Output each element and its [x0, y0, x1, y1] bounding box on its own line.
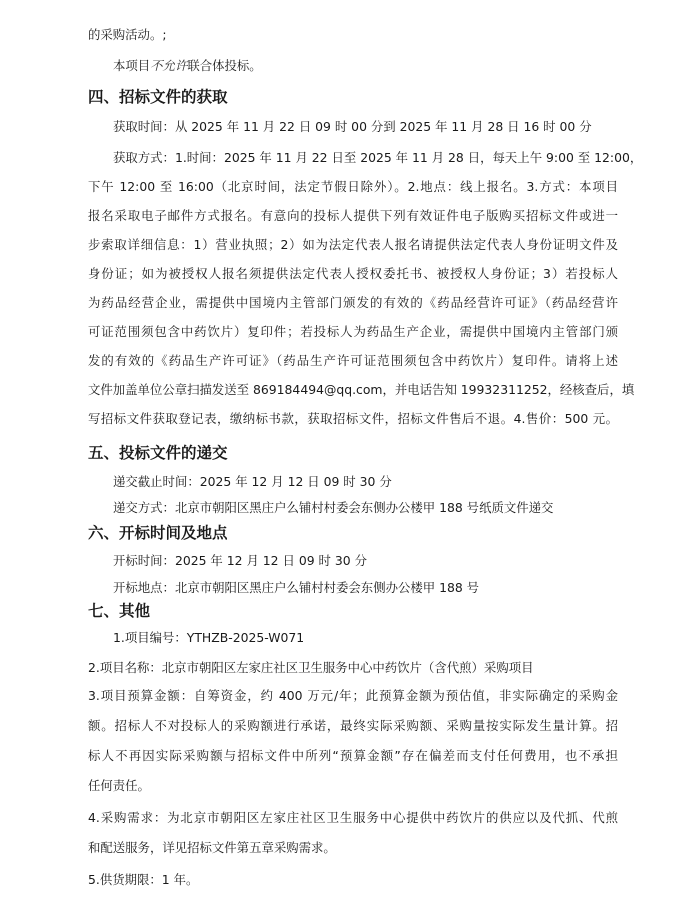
acquire-method-line: 写招标文件获取登记表，缴纳标书款，获取招标文件，招标文件售后不退。4.售价：500 元。	[88, 411, 618, 426]
intro-tail: 的采购活动。;	[88, 27, 167, 42]
section-5-heading: 五、投标文件的递交	[88, 444, 228, 462]
section-4-heading: 四、招标文件的获取	[88, 88, 228, 106]
joint-bid-statement	[113, 58, 653, 74]
joint-bid-suffix: 联合体投标。	[187, 58, 262, 73]
submit-deadline: 递交截止时间：2025 年 12 月 12 日 09 时 30 分	[113, 474, 392, 489]
supply-period: 5.供货期限：1 年。	[88, 872, 199, 887]
project-name: 2.项目名称：北京市朝阳区左家庄社区卫生服务中心中药饮片（含代煎）采购项目	[88, 660, 534, 675]
submit-method: 递交方式：北京市朝阳区黑庄户么铺村村委会东侧办公楼甲 188 号纸质文件递交	[113, 500, 554, 515]
acquire-method-line: 获取方式：1.时间：2025 年 11 月 22 日至 2025 年 11 月 28 日，每天上午 9:00 至 12:00，	[113, 150, 643, 165]
acquire-method-line: 文件加盖单位公章扫描发送至 869184494@qq.com，并电话告知 19932311252，经核查后，填	[88, 382, 635, 397]
acquire-time: 获取时间：从 2025 年 11 月 22 日 09 时 00 分到 2025 年 11 月 28 日 16 时 00 分	[113, 119, 592, 134]
acquire-method-line: 可证范围须包含中药饮片）复印件；若投标人为药品生产企业，需提供中国境内主管部门颁	[88, 324, 618, 339]
acquire-method-line: 发的有效的《药品生产许可证》（药品生产许可证范围须包含中药饮片）复印件。请将上述	[88, 353, 618, 368]
budget-line: 额。招标人不对投标人的采购额进行承诺，最终实际采购额、采购量按实际发生量计算。招	[88, 718, 618, 733]
project-number: 1.项目编号：YTHZB-2025-W071	[113, 630, 305, 645]
joint-bid-emphasis: 不允许	[150, 58, 188, 73]
requirement-line: 和配送服务，详见招标文件第五章采购需求。	[88, 840, 336, 855]
acquire-method-line: 身份证；如为被授权人报名须提供法定代表人授权委托书、被授权人身份证；3）若投标人	[88, 266, 618, 281]
requirement-line: 4.采购需求：为北京市朝阳区左家庄社区卫生服务中心提供中药饮片的供应以及代抓、代煎	[88, 810, 618, 825]
budget-line: 3.项目预算金额：自筹资金，约 400 万元/年；此预算金额为预估值，非实际确定的采购金	[88, 688, 618, 703]
section-6-heading: 六、开标时间及地点	[88, 524, 228, 542]
acquire-method-line: 步索取详细信息：1）营业执照；2）如为法定代表人报名请提供法定代表人身份证明文件及	[88, 237, 618, 252]
joint-bid-prefix: 本项目	[113, 58, 151, 73]
budget-line: 任何责任。	[88, 778, 150, 793]
acquire-method-line: 报名采取电子邮件方式报名。有意向的投标人提供下列有效证件电子版购买招标文件或进一	[88, 208, 618, 223]
acquire-method-line: 下午 12:00 至 16:00（北京时间，法定节假日除外）。2.地点：线上报名。3.方式：本项目	[88, 179, 618, 194]
opening-time: 开标时间：2025 年 12 月 12 日 09 时 30 分	[113, 553, 367, 568]
section-7-heading: 七、其他	[88, 602, 151, 620]
opening-place: 开标地点：北京市朝阳区黑庄户么铺村村委会东侧办公楼甲 188 号	[113, 580, 480, 595]
budget-line: 标人不再因实际采购额与招标文件中所列“预算金额”存在偏差而支付任何费用，也不承担	[88, 748, 618, 763]
acquire-method-line: 为药品经营企业，需提供中国境内主管部门颁发的有效的《药品经营许可证》（药品经营许	[88, 295, 618, 310]
